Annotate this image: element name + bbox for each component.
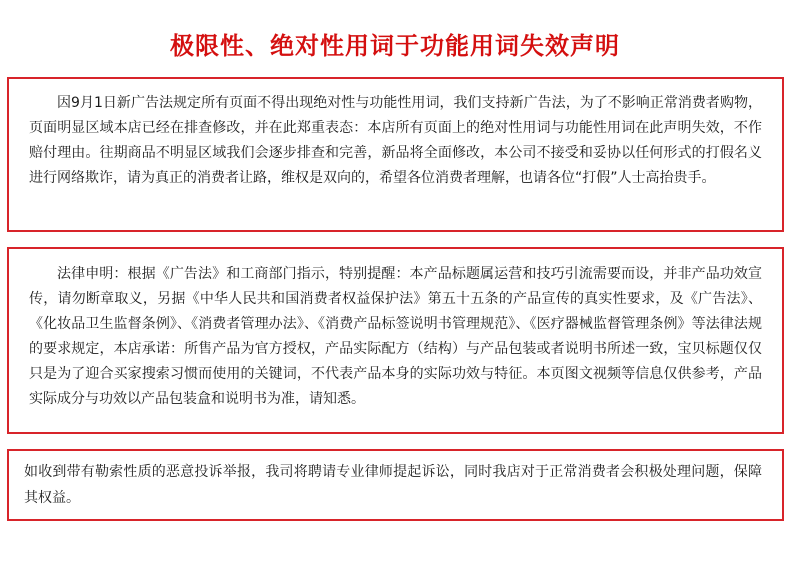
notice-text-legal-statement: 法律申明：根据《广告法》和工商部门指示，特别提醒：本产品标题属运营和技巧引流需要而设，并非产品功效宣传，请勿断章取义，另据《中华人民共和国消费者权益保护法》第五十五条的产品宣传的真实性要求，及《广告法》、《化妆品卫生监督条例》、《消费者管理办法》、《消费产品标签说明书管理规范》、《医疗器械监督管理条例》等法律法规的要求规定，本店承诺：所售产品为官方授权，产品实际配方（结构）与产品包装或者说明书所述一致，宝贝标题仅仅只是为了迎合买家搜索习惯而使用的关键词，不代表产品本身的实际功效与特征。本页图文视频等信息仅供参考，产品实际成分与功效以产品包装盒和说明书为准，请知悉。 [29, 266, 762, 407]
notice-text-complaint-warning: 如收到带有勒索性质的恶意投诉举报，我司将聘请专业律师提起诉讼，同时我店对于正常消费者会积极处理问题，保障其权益。 [24, 464, 762, 506]
notice-box-legal-statement [7, 247, 784, 434]
notice-box-advertising-law [7, 77, 784, 232]
page-title: 极限性、绝对性用词于功能用词失效声明 [170, 32, 620, 60]
notice-text-advertising-law: 因9月1日新广告法规定所有页面不得出现绝对性与功能性用词，我们支持新广告法，为了不影响正常消费者购物，页面明显区域本店已经在排查修改，并在此郑重表态：本店所有页面上的绝对性用词与功能性用词在此声明失效，不作赔付理由。往期商品不明显区域我们会逐步排查和完善，新品将全面修改，本公司不接受和妥协以任何形式的打假名义进行网络欺诈，请为真正的消费者让路，维权是双向的，希望各位消费者理解，也请各位“打假”人士高抬贵手。 [29, 95, 762, 186]
notice-box-complaint-warning [7, 449, 784, 521]
